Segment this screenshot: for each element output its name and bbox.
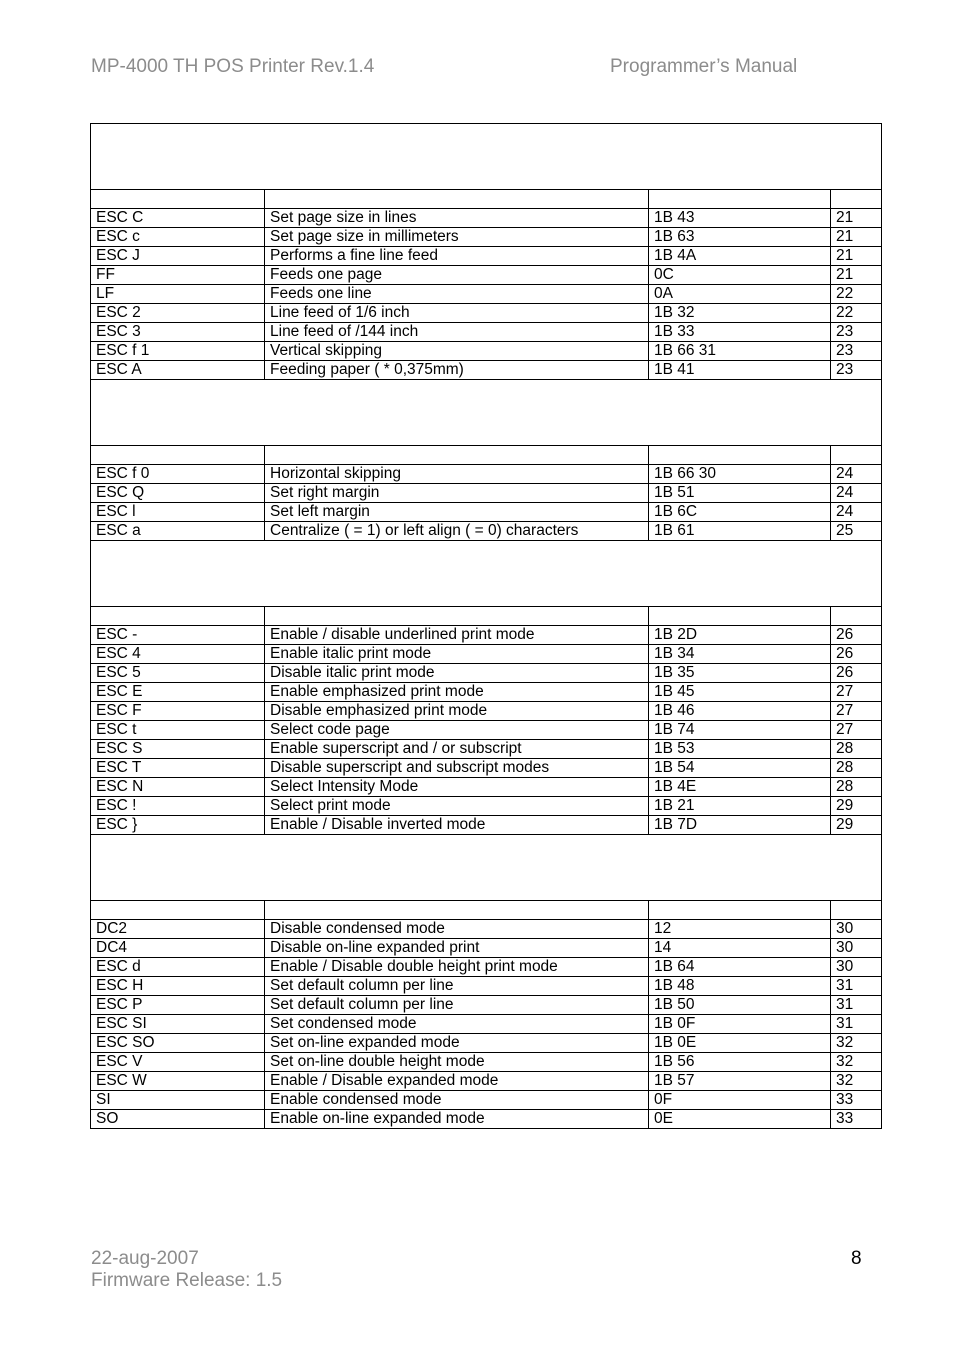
table-row: [91, 228, 882, 247]
column-header-cell: [831, 607, 882, 626]
table-row: [91, 1034, 882, 1053]
command-cell: ESC V: [91, 1053, 265, 1072]
table-row: [91, 939, 882, 958]
hex-code-cell: 12: [649, 920, 831, 939]
page-ref-cell: 21: [831, 247, 882, 266]
description-cell: Set page size in millimeters: [265, 228, 649, 247]
description-cell: Feeds one line: [265, 285, 649, 304]
hex-code-cell: 1B 41: [649, 361, 831, 380]
page-number: 8: [851, 1248, 862, 1269]
hex-code-cell: 1B 35: [649, 664, 831, 683]
description-cell: Set right margin: [265, 484, 649, 503]
command-cell: ESC H: [91, 977, 265, 996]
table-row: [91, 778, 882, 797]
section-header-cell: [91, 124, 882, 190]
page-ref-cell: 31: [831, 1015, 882, 1034]
column-header-cell: [831, 446, 882, 465]
hex-code-cell: 1B 46: [649, 702, 831, 721]
table-row: [91, 740, 882, 759]
hex-code-cell: 1B 66 31: [649, 342, 831, 361]
description-cell: Enable / Disable expanded mode: [265, 1072, 649, 1091]
column-header-cell: [91, 901, 265, 920]
table-row: [91, 304, 882, 323]
command-cell: ESC SI: [91, 1015, 265, 1034]
command-cell: ESC C: [91, 209, 265, 228]
command-cell: ESC }: [91, 816, 265, 835]
command-cell: ESC T: [91, 759, 265, 778]
page-ref-cell: 33: [831, 1091, 882, 1110]
command-cell: ESC c: [91, 228, 265, 247]
hex-code-cell: 1B 56: [649, 1053, 831, 1072]
page-ref-cell: 31: [831, 977, 882, 996]
page-ref-cell: 33: [831, 1110, 882, 1129]
hex-code-cell: 1B 43: [649, 209, 831, 228]
description-cell: Centralize ( = 1) or left align ( = 0) characters: [265, 522, 649, 541]
table-row: [91, 1015, 882, 1034]
command-cell: ESC -: [91, 626, 265, 645]
description-cell: Enable emphasized print mode: [265, 683, 649, 702]
column-header-cell: [265, 190, 649, 209]
table-row: [91, 1110, 882, 1129]
hex-code-cell: 1B 32: [649, 304, 831, 323]
command-cell: ESC !: [91, 797, 265, 816]
table-row: [91, 285, 882, 304]
description-cell: Set on-line expanded mode: [265, 1034, 649, 1053]
page-ref-cell: 27: [831, 721, 882, 740]
description-cell: Line feed of /144 inch: [265, 323, 649, 342]
page-ref-cell: 32: [831, 1072, 882, 1091]
column-header-cell: [265, 607, 649, 626]
description-cell: Set left margin: [265, 503, 649, 522]
description-cell: Disable italic print mode: [265, 664, 649, 683]
hex-code-cell: 1B 4A: [649, 247, 831, 266]
page-ref-cell: 23: [831, 323, 882, 342]
hex-code-cell: 1B 48: [649, 977, 831, 996]
command-cell: ESC t: [91, 721, 265, 740]
table-row: [91, 266, 882, 285]
section-header-cell: [91, 835, 882, 901]
command-cell: ESC 3: [91, 323, 265, 342]
table-row: [91, 361, 882, 380]
section-header-cell: [91, 380, 882, 446]
page-ref-cell: 26: [831, 664, 882, 683]
table-row: [91, 759, 882, 778]
table-row: [91, 503, 882, 522]
hex-code-cell: 1B 64: [649, 958, 831, 977]
command-cell: ESC P: [91, 996, 265, 1015]
command-cell: LF: [91, 285, 265, 304]
hex-code-cell: 1B 51: [649, 484, 831, 503]
description-cell: Disable condensed mode: [265, 920, 649, 939]
command-cell: ESC d: [91, 958, 265, 977]
page-ref-cell: 21: [831, 228, 882, 247]
hex-code-cell: 1B 0E: [649, 1034, 831, 1053]
command-cell: ESC SO: [91, 1034, 265, 1053]
command-cell: SI: [91, 1091, 265, 1110]
command-cell: FF: [91, 266, 265, 285]
hex-code-cell: 1B 7D: [649, 816, 831, 835]
section-header-row: [91, 380, 882, 446]
description-cell: Set condensed mode: [265, 1015, 649, 1034]
hex-code-cell: 1B 4E: [649, 778, 831, 797]
command-cell: ESC 5: [91, 664, 265, 683]
column-header-cell: [265, 901, 649, 920]
page-ref-cell: 28: [831, 778, 882, 797]
table-row: [91, 797, 882, 816]
page-ref-cell: 24: [831, 484, 882, 503]
table-row: [91, 645, 882, 664]
description-cell: Set default column per line: [265, 977, 649, 996]
description-cell: Set default column per line: [265, 996, 649, 1015]
page-ref-cell: 29: [831, 797, 882, 816]
description-cell: Enable on-line expanded mode: [265, 1110, 649, 1129]
command-cell: ESC E: [91, 683, 265, 702]
table-row: [91, 977, 882, 996]
command-cell: ESC l: [91, 503, 265, 522]
command-cell: ESC f 1: [91, 342, 265, 361]
table-row: [91, 465, 882, 484]
hex-code-cell: 0A: [649, 285, 831, 304]
page-ref-cell: 27: [831, 702, 882, 721]
table-row: [91, 920, 882, 939]
table-row: [91, 702, 882, 721]
description-cell: Enable / disable underlined print mode: [265, 626, 649, 645]
hex-code-cell: 1B 53: [649, 740, 831, 759]
command-cell: ESC N: [91, 778, 265, 797]
description-cell: Disable on-line expanded print: [265, 939, 649, 958]
page-ref-cell: 22: [831, 285, 882, 304]
hex-code-cell: 1B 0F: [649, 1015, 831, 1034]
section-header-row: [91, 541, 882, 607]
page-ref-cell: 27: [831, 683, 882, 702]
table-row: [91, 816, 882, 835]
page-ref-cell: 32: [831, 1034, 882, 1053]
hex-code-cell: 1B 34: [649, 645, 831, 664]
description-cell: Disable emphasized print mode: [265, 702, 649, 721]
table-row: [91, 342, 882, 361]
page-ref-cell: 28: [831, 740, 882, 759]
page-ref-cell: 32: [831, 1053, 882, 1072]
hex-code-cell: 1B 61: [649, 522, 831, 541]
command-cell: ESC J: [91, 247, 265, 266]
hex-code-cell: 1B 57: [649, 1072, 831, 1091]
column-header-cell: [649, 607, 831, 626]
header-document-title: MP-4000 TH POS Printer Rev.1.4: [91, 56, 375, 77]
command-cell: ESC S: [91, 740, 265, 759]
description-cell: Vertical skipping: [265, 342, 649, 361]
column-header-cell: [649, 446, 831, 465]
description-cell: Select print mode: [265, 797, 649, 816]
column-header-cell: [649, 901, 831, 920]
column-header-cell: [91, 446, 265, 465]
section-header-row: [91, 835, 882, 901]
table-row: [91, 721, 882, 740]
command-cell: ESC f 0: [91, 465, 265, 484]
description-cell: Disable superscript and subscript modes: [265, 759, 649, 778]
hex-code-cell: 1B 21: [649, 797, 831, 816]
page-ref-cell: 30: [831, 958, 882, 977]
description-cell: Set on-line double height mode: [265, 1053, 649, 1072]
column-header-row: [91, 607, 882, 626]
hex-code-cell: 1B 2D: [649, 626, 831, 645]
description-cell: Enable superscript and / or subscript: [265, 740, 649, 759]
command-cell: ESC Q: [91, 484, 265, 503]
page-ref-cell: 26: [831, 626, 882, 645]
column-header-cell: [265, 446, 649, 465]
description-cell: Line feed of 1/6 inch: [265, 304, 649, 323]
description-cell: Select code page: [265, 721, 649, 740]
page-ref-cell: 26: [831, 645, 882, 664]
page-ref-cell: 23: [831, 361, 882, 380]
hex-code-cell: 1B 45: [649, 683, 831, 702]
section-header-row: [91, 124, 882, 190]
hex-code-cell: 0F: [649, 1091, 831, 1110]
command-cell: DC2: [91, 920, 265, 939]
page-ref-cell: 30: [831, 939, 882, 958]
hex-code-cell: 1B 50: [649, 996, 831, 1015]
hex-code-cell: 1B 63: [649, 228, 831, 247]
hex-code-cell: 1B 54: [649, 759, 831, 778]
footer-firmware-release: Firmware Release: 1.5: [91, 1270, 283, 1291]
page-ref-cell: 30: [831, 920, 882, 939]
page-ref-cell: 23: [831, 342, 882, 361]
table-row: [91, 664, 882, 683]
table-row: [91, 209, 882, 228]
command-cell: ESC F: [91, 702, 265, 721]
table-row: [91, 484, 882, 503]
page-ref-cell: 25: [831, 522, 882, 541]
command-cell: SO: [91, 1110, 265, 1129]
column-header-row: [91, 446, 882, 465]
hex-code-cell: 1B 74: [649, 721, 831, 740]
table-row: [91, 996, 882, 1015]
command-cell: ESC 2: [91, 304, 265, 323]
hex-code-cell: 0C: [649, 266, 831, 285]
hex-code-cell: 14: [649, 939, 831, 958]
table-row: [91, 958, 882, 977]
description-cell: Enable / Disable double height print mode: [265, 958, 649, 977]
table-row: [91, 247, 882, 266]
column-header-row: [91, 190, 882, 209]
page-ref-cell: 21: [831, 266, 882, 285]
command-cell: ESC A: [91, 361, 265, 380]
page-ref-cell: 29: [831, 816, 882, 835]
page-ref-cell: 22: [831, 304, 882, 323]
page-ref-cell: 28: [831, 759, 882, 778]
command-cell: DC4: [91, 939, 265, 958]
column-header-cell: [91, 607, 265, 626]
description-cell: Horizontal skipping: [265, 465, 649, 484]
page-ref-cell: 31: [831, 996, 882, 1015]
table-row: [91, 683, 882, 702]
table-row: [91, 522, 882, 541]
column-header-row: [91, 901, 882, 920]
column-header-cell: [649, 190, 831, 209]
column-header-cell: [831, 901, 882, 920]
table-row: [91, 1072, 882, 1091]
description-cell: Performs a fine line feed: [265, 247, 649, 266]
hex-code-cell: 1B 6C: [649, 503, 831, 522]
hex-code-cell: 0E: [649, 1110, 831, 1129]
command-cell: ESC a: [91, 522, 265, 541]
page-ref-cell: 21: [831, 209, 882, 228]
page-ref-cell: 24: [831, 503, 882, 522]
footer-date: 22-aug-2007: [91, 1248, 199, 1269]
description-cell: Feeds one page: [265, 266, 649, 285]
description-cell: Feeding paper ( * 0,375mm): [265, 361, 649, 380]
table-row: [91, 323, 882, 342]
column-header-cell: [91, 190, 265, 209]
table-row: [91, 1091, 882, 1110]
hex-code-cell: 1B 33: [649, 323, 831, 342]
description-cell: Select Intensity Mode: [265, 778, 649, 797]
description-cell: Enable / Disable inverted mode: [265, 816, 649, 835]
table-row: [91, 1053, 882, 1072]
command-cell: ESC 4: [91, 645, 265, 664]
description-cell: Set page size in lines: [265, 209, 649, 228]
command-cell: ESC W: [91, 1072, 265, 1091]
table-row: [91, 626, 882, 645]
header-manual-title: Programmer’s Manual: [610, 56, 798, 77]
command-table-body: [91, 124, 882, 1129]
description-cell: Enable condensed mode: [265, 1091, 649, 1110]
column-header-cell: [831, 190, 882, 209]
hex-code-cell: 1B 66 30: [649, 465, 831, 484]
command-table: [90, 123, 882, 1129]
section-header-cell: [91, 541, 882, 607]
description-cell: Enable italic print mode: [265, 645, 649, 664]
page-ref-cell: 24: [831, 465, 882, 484]
